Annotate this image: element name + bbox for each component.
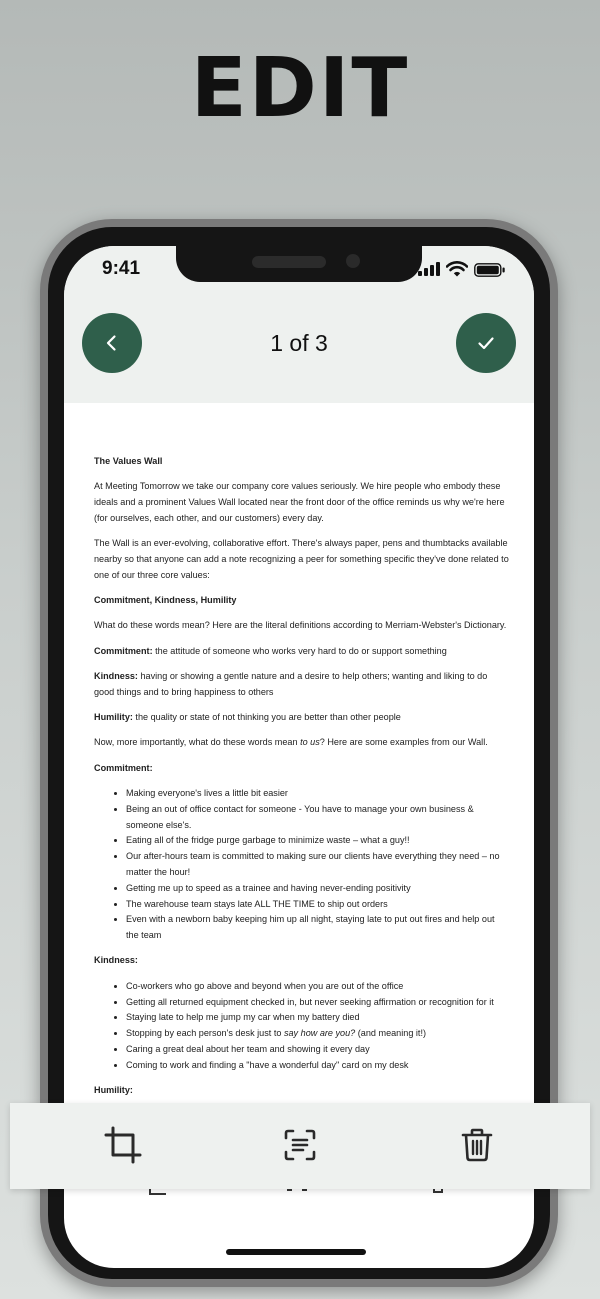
delete-button[interactable] <box>457 1125 497 1165</box>
document-title: The Values Wall <box>94 456 163 466</box>
list-item: • Co-workers who go above and beyond when you are out of the office <box>126 979 509 995</box>
bottom-toolbar <box>10 1103 590 1189</box>
document-paragraph: The Wall is an ever-evolving, collaborative effort. There's always paper, pens and thumbtacks available nearby so that anyone can add a note recognizing a peer for something specific they've done related to one of our three core values: <box>94 538 509 580</box>
list-item: • The warehouse team stays late ALL THE TIME to ship out orders <box>126 897 509 913</box>
definition-term: Kindness: <box>94 670 138 681</box>
text-run: Now, more importantly, what do these words mean <box>94 737 301 748</box>
text-scan-button[interactable] <box>280 1125 320 1165</box>
list-item: • Making everyone's lives a little bit easier <box>126 786 509 802</box>
page-counter: 1 of 3 <box>270 330 328 356</box>
definition-term: Humility: <box>94 712 133 723</box>
definition-text: having or showing a gentle nature and a desire to help others; wanting and liking to do good things and to bring happiness to others <box>94 670 488 697</box>
list-item: • Being an out of office contact for someone - You have to manage your own business & someone else's. <box>126 802 509 834</box>
document-page <box>94 454 509 1108</box>
list-item: • Caring a great deal about her team and showing it every day <box>126 1042 509 1058</box>
kindness-heading: Kindness: <box>94 955 138 966</box>
notch <box>176 246 422 282</box>
text-scan-icon <box>283 1128 317 1162</box>
signal-icon <box>418 262 440 276</box>
commitment-list <box>94 786 509 944</box>
definition-commitment <box>94 644 509 660</box>
crop-icon <box>103 1125 143 1165</box>
home-indicator <box>226 1249 366 1255</box>
definition-text: the quality or state of not thinking you are better than other people <box>132 712 401 723</box>
text-run: (and meaning it!) <box>355 1028 426 1039</box>
front-camera <box>346 254 360 268</box>
list-item: • Eating all of the fridge purge garbage to minimize waste – what a guy!! <box>126 833 509 849</box>
speaker-grille <box>252 256 326 268</box>
text-emphasis: to us <box>300 737 320 748</box>
confirm-button[interactable] <box>456 313 516 373</box>
document-paragraph: What do these words mean? Here are the literal definitions according to Merriam-Webster's Dictionary. <box>94 620 507 631</box>
list-item: • Getting me up to speed as a trainee and having never-ending positivity <box>126 881 509 897</box>
trash-icon <box>460 1127 494 1163</box>
list-item: • Staying late to help me jump my car when my battery died <box>126 1010 509 1026</box>
list-item: • Getting all returned equipment checked in, but never seeking affirmation or recognition for it <box>126 995 509 1011</box>
humility-heading: Humility: <box>94 1085 133 1095</box>
document-paragraph: At Meeting Tomorrow we take our company core values seriously. We hire people who embody these ideals and a prominent Values Wall located near the front door of the office reminds us why we're here (for ourselves, each other, and our customers) every day. <box>94 481 505 523</box>
text-run: ? Here are some examples from our Wall. <box>319 737 488 748</box>
top-bar <box>64 246 534 403</box>
document-paragraph <box>94 735 509 751</box>
status-time: 9:41 <box>102 258 141 279</box>
definition-term: Commitment: <box>94 645 153 656</box>
text-emphasis: say how are you? <box>283 1028 356 1039</box>
values-heading: Commitment, Kindness, Humility <box>94 595 237 606</box>
commitment-heading: Commitment: <box>94 762 153 773</box>
definition-kindness <box>94 669 509 701</box>
definition-humility <box>94 710 509 726</box>
list-item <box>126 1026 509 1042</box>
edit-headline: EDIT <box>190 41 410 136</box>
list-item: • Our after-hours team is committed to making sure our clients have everything they need – no matter the hour! <box>126 849 509 881</box>
crop-button[interactable] <box>103 1125 143 1165</box>
wifi-icon <box>446 261 468 277</box>
checkmark-icon <box>476 333 496 353</box>
kindness-list <box>94 979 509 1074</box>
list-item: • Coming to work and finding a "have a wonderful day" card on my desk <box>126 1058 509 1074</box>
text-run: Stopping by each person's desk just to <box>126 1028 284 1039</box>
status-icons <box>418 262 508 280</box>
battery-icon <box>474 263 506 277</box>
definition-text: the attitude of someone who works very hard to do or support something <box>152 645 447 656</box>
list-item: • Even with a newborn baby keeping him up all night, staying late to put out fires and help out the team <box>126 912 509 944</box>
